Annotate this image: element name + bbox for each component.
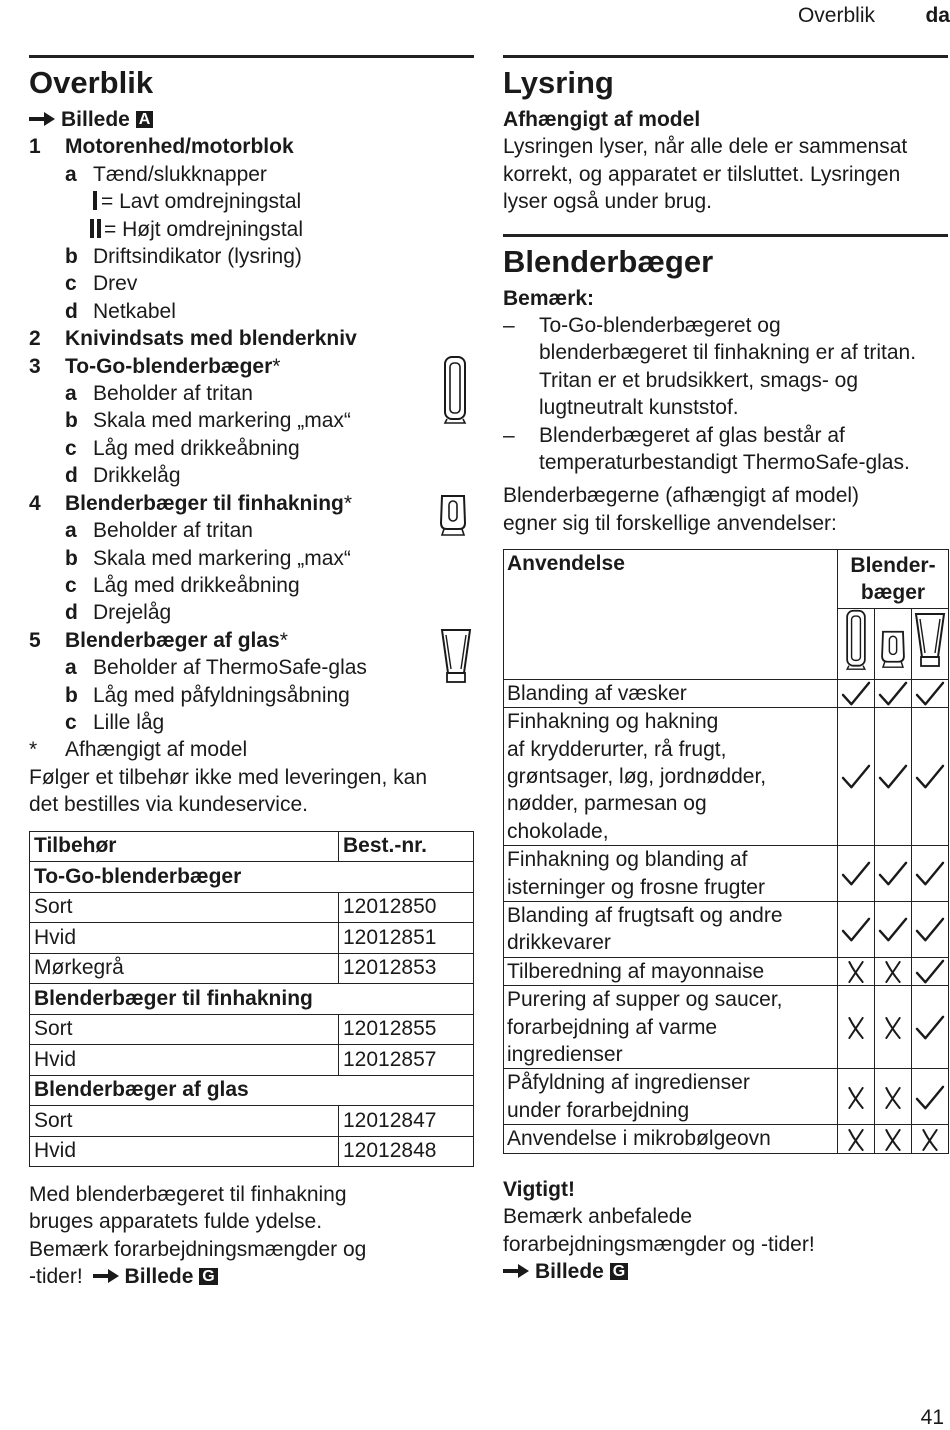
jar-icon-cell (875, 609, 912, 679)
small-jar-icon (438, 493, 468, 537)
accessory-group-name: Blenderbæger af glas (30, 1075, 474, 1106)
figure-letter-badge: G (610, 1263, 628, 1280)
accessory-group-row (30, 1075, 474, 1106)
important-text-2: forarbejdningsmængder og -tider! (503, 1232, 815, 1256)
table-row (504, 679, 949, 707)
closing-line-2: bruges apparatets fulde ydelse. (29, 1210, 323, 1234)
note-line: – Blenderbægeret af glas består af (503, 423, 845, 447)
small-jar-icon (879, 629, 907, 669)
component-subitem: d Drejelåg (65, 601, 172, 625)
suitability-cell (912, 1069, 949, 1125)
togo-jar-icon (441, 355, 469, 425)
checkmark-icon (915, 959, 945, 985)
cross-icon (920, 1127, 940, 1153)
header-language-code: da (925, 4, 950, 27)
component-subitem: a Tænd/slukknapper (65, 162, 267, 186)
footnote: * Afhængigt af model (29, 738, 248, 762)
togo-jar-icon (843, 609, 869, 671)
checkmark-icon (841, 681, 871, 707)
table-row (504, 957, 949, 985)
note-line: blenderbægeret til finhakning er af tritan. (539, 341, 917, 365)
usage-description: Blanding af væsker (504, 679, 838, 707)
accessory-group-row (30, 862, 474, 893)
suitability-cell (875, 986, 912, 1069)
suitability-cell (875, 1069, 912, 1125)
note-line: lugtneutralt kunststof. (539, 396, 739, 420)
overview-title: Overblik (29, 65, 154, 100)
component-item: 1 Motorenhed/motorblok (29, 135, 294, 159)
component-subitem: a Beholder af tritan (65, 382, 253, 406)
usage-table (503, 549, 949, 1153)
figure-reference: Billede G (503, 1258, 948, 1285)
figure-letter-badge: G (199, 1268, 217, 1285)
table-row (30, 1045, 474, 1076)
speed-low-icon (90, 190, 101, 213)
suitability-cell (838, 1069, 875, 1125)
suitability-cell (912, 901, 949, 957)
table-row (30, 923, 474, 954)
section-rule (29, 55, 474, 58)
note-label: Bemærk: (503, 286, 595, 310)
component-subitem: d Drikkelåg (65, 464, 181, 488)
glass-jar-icon (914, 611, 946, 669)
accessory-color: Sort (30, 892, 339, 923)
checkmark-icon (878, 764, 908, 790)
component-item: 5 Blenderbæger af glas* (29, 628, 288, 652)
order-number: 12012851 (339, 923, 474, 954)
table-row (30, 1014, 474, 1045)
suitability-cell (912, 679, 949, 707)
suitability-cell (875, 679, 912, 707)
glass-jar-icon (440, 627, 472, 685)
table-row (504, 708, 949, 846)
suitability-cell (838, 679, 875, 707)
component-subitem: c Lille låg (65, 710, 165, 734)
cross-icon (883, 1015, 903, 1041)
suitability-cell (838, 901, 875, 957)
suitability-cell (875, 708, 912, 846)
cross-icon (883, 1085, 903, 1111)
checkmark-icon (878, 681, 908, 707)
order-number: 12012848 (339, 1136, 474, 1167)
note-list (503, 312, 948, 476)
header-section-title: Overblik (797, 4, 875, 27)
suitability-cell (838, 846, 875, 902)
accessory-group-name: To-Go-blenderbæger (30, 862, 474, 893)
jar-icon-cell (912, 609, 949, 679)
cross-icon (883, 959, 903, 985)
component-subitem: c Låg med drikkeåbning (65, 573, 300, 597)
checkmark-icon (841, 917, 871, 943)
usage-description: Finhakning og hakning af krydderurter, rå frugt, grøntsager, løg, jordnødder, nødder, parmesan og chokolade, (504, 708, 838, 846)
left-column (29, 55, 474, 1291)
usage-col-header: Anvendelse (504, 550, 838, 679)
cross-icon (846, 1127, 866, 1153)
speed-high-icon (90, 218, 104, 241)
suitability-cell (875, 957, 912, 985)
component-item: 4 Blenderbæger til finhakning* (29, 491, 353, 515)
usage-description: Tilberedning af mayonnaise (504, 957, 838, 985)
accessory-header-row (30, 831, 474, 862)
accessory-color: Sort (30, 1014, 339, 1045)
accessory-color: Hvid (30, 923, 339, 954)
closing-line-3: Bemærk forarbejdningsmængder og (29, 1237, 367, 1261)
intro-line-1: Følger et tilbehør ikke med leveringen, kan (29, 765, 428, 789)
accessory-color: Mørkegrå (30, 953, 339, 984)
usage-description: Påfyldning af ingredienser under forarbejdning (504, 1069, 838, 1125)
cross-icon (846, 1085, 866, 1111)
suitability-cell (838, 1125, 875, 1153)
note-line: Tritan er et brudsikkert, smags- og (539, 368, 858, 392)
cross-icon (846, 1015, 866, 1041)
suitability-cell (912, 846, 949, 902)
suitability-cell (838, 708, 875, 846)
jar-col-header: Blender- bæger (838, 550, 949, 609)
table-row (30, 1106, 474, 1137)
cross-icon (846, 959, 866, 985)
closing-line-4: -tider! Billede G (29, 1263, 474, 1290)
table-row (504, 1069, 949, 1125)
suitability-cell (912, 957, 949, 985)
table-row (504, 986, 949, 1069)
order-number: 12012850 (339, 892, 474, 923)
checkmark-icon (915, 1085, 945, 1111)
component-subitem: c Drev (65, 272, 138, 296)
speed-level-item: = Højt omdrejningstal (29, 216, 474, 243)
speed-level-item: = Lavt omdrejningstal (29, 188, 474, 215)
table-row (30, 953, 474, 984)
accessory-group-name: Blenderbæger til finhakning (30, 984, 474, 1015)
section-rule (503, 55, 948, 58)
right-column (503, 55, 948, 1285)
usage-description: Purering af supper og saucer, forarbejdning af varme ingredienser (504, 986, 838, 1069)
accessory-color: Sort (30, 1106, 339, 1137)
component-subitem: a Beholder af tritan (65, 519, 253, 543)
order-number: 12012853 (339, 953, 474, 984)
component-subitem: b Skala med markering „max“ (65, 409, 351, 433)
table-row (30, 892, 474, 923)
order-number: 12012855 (339, 1014, 474, 1045)
order-number-col-header: Best.-nr. (339, 831, 474, 862)
accessory-group-row (30, 984, 474, 1015)
lysring-text-2: korrekt, og apparatet er tilsluttet. Lysringen (503, 162, 901, 186)
table-row (504, 901, 949, 957)
cross-icon (883, 1127, 903, 1153)
table-row (504, 846, 949, 902)
component-subitem: a Beholder af ThermoSafe-glas (65, 656, 367, 680)
arrow-right-icon (503, 1263, 529, 1279)
note-line: temperaturbestandigt ThermoSafe-glas. (539, 451, 910, 475)
checkmark-icon (915, 917, 945, 943)
arrow-right-icon (93, 1268, 119, 1284)
suitability-cell (875, 1125, 912, 1153)
suitability-cell (875, 846, 912, 902)
page-header (0, 4, 950, 30)
usage-header-row (504, 550, 949, 609)
lysring-subtitle: Afhængigt af model (503, 108, 701, 131)
order-number: 12012857 (339, 1045, 474, 1076)
lysring-title: Lysring (503, 65, 614, 100)
component-item: 2 Knivindsats med blenderkniv (29, 327, 357, 351)
checkmark-icon (915, 1015, 945, 1041)
suitability-cell (912, 1125, 949, 1153)
checkmark-icon (841, 764, 871, 790)
component-item: 3 To-Go-blenderbæger* (29, 354, 281, 378)
usage-description: Finhakning og blanding af isterninger og frosne frugter (504, 846, 838, 902)
intro-line-2: det bestilles via kundeservice. (29, 793, 308, 817)
component-subitem: b Driftsindikator (lysring) (65, 245, 302, 269)
important-text-1: Bemærk anbefalede (503, 1205, 693, 1229)
component-subitem: d Netkabel (65, 299, 176, 323)
accessory-color: Hvid (30, 1136, 339, 1167)
blender-intro-1: Blenderbægerne (afhængigt af model) (503, 484, 860, 508)
jar-icon-cell (838, 609, 875, 679)
suitability-cell (912, 986, 949, 1069)
important-label: Vigtigt! (503, 1177, 575, 1201)
checkmark-icon (841, 861, 871, 887)
lysring-text-1: Lysringen lyser, når alle dele er sammensat (503, 135, 908, 159)
usage-description: Blanding af frugtsaft og andre drikkevarer (504, 901, 838, 957)
lysring-text-3: lyser også under brug. (503, 190, 712, 214)
accessory-color: Hvid (30, 1045, 339, 1076)
checkmark-icon (915, 764, 945, 790)
component-subitem: b Skala med markering „max“ (65, 546, 351, 570)
arrow-right-icon (29, 111, 55, 127)
component-subitem: b Låg med påfyldningsåbning (65, 683, 350, 707)
figure-letter-badge: A (136, 111, 154, 128)
component-subitem: c Låg med drikkeåbning (65, 436, 300, 460)
blender-title: Blenderbæger (503, 243, 714, 279)
checkmark-icon (915, 861, 945, 887)
checkmark-icon (878, 917, 908, 943)
order-number: 12012847 (339, 1106, 474, 1137)
section-rule (503, 234, 948, 237)
accessory-col-header: Tilbehør (30, 831, 339, 862)
closing-line-1: Med blenderbægeret til finhakning (29, 1183, 347, 1207)
checkmark-icon (878, 861, 908, 887)
note-line: – To-Go-blenderbægeret og (503, 314, 781, 338)
table-row (30, 1136, 474, 1167)
suitability-cell (838, 957, 875, 985)
suitability-cell (912, 708, 949, 846)
figure-reference: Billede A (29, 106, 474, 133)
table-row (504, 1125, 949, 1153)
suitability-cell (875, 901, 912, 957)
accessory-table (29, 831, 474, 1168)
usage-description: Anvendelse i mikrobølgeovn (504, 1125, 838, 1153)
page-number: 41 (920, 1406, 944, 1429)
component-list (29, 133, 474, 736)
blender-intro-2: egner sig til forskellige anvendelser: (503, 511, 837, 535)
suitability-cell (838, 986, 875, 1069)
checkmark-icon (915, 681, 945, 707)
